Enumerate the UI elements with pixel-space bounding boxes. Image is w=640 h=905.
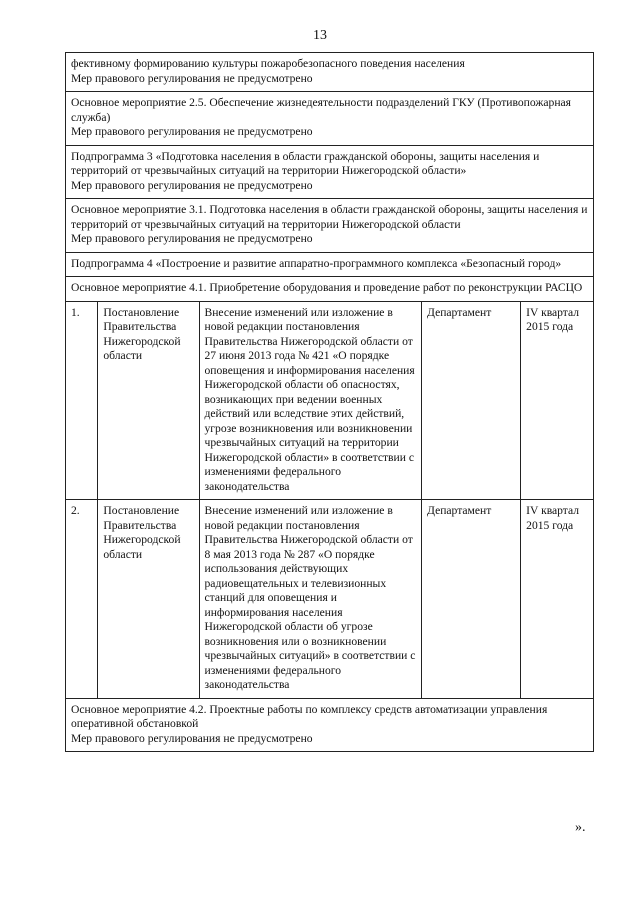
legal-measures-table xyxy=(65,52,594,752)
span-cell xyxy=(66,277,594,302)
table-row xyxy=(66,500,594,699)
span-cell xyxy=(66,92,594,146)
item-description: Внесение изменений или изложение в новой редакции постановления Правительства Нижегородской области от 27 июня 2013 года № 421 «О порядке оповещения и информирования населения Нижегородской области об опасностях, возникающих при ведении военных действий или вследствие этих действий, угрозе возникновения или возникновении чрезвычайных ситуаций на территории Нижегородской области» в соответствии с изменениями федерального законодательства xyxy=(199,301,422,500)
item-department: Департамент xyxy=(422,301,521,500)
row-text: Мер правового регулирования не предусмотрено xyxy=(71,178,313,192)
table-row xyxy=(66,145,594,199)
item-term: IV квартал 2015 года xyxy=(521,500,594,699)
row-text: Мер правового регулирования не предусмотрено xyxy=(71,71,313,85)
span-cell xyxy=(66,145,594,199)
item-number: 2. xyxy=(66,500,98,699)
row-text: Основное мероприятие 2.5. Обеспечение жизнедеятельности подразделений ГКУ (Противопожарная служба) xyxy=(71,96,572,124)
table-row xyxy=(66,252,594,277)
row-text: Основное мероприятие 3.1. Подготовка населения в области гражданской обороны, защиты населения и территорий от чрезвычайных ситуаций на территории Нижегородской области xyxy=(71,203,588,231)
row-text: Мер правового регулирования не предусмотрено xyxy=(71,125,313,138)
row-text: Основное мероприятие 4.1. Приобретение оборудования и проведение работ по реконструкции РАСЦО xyxy=(71,281,583,294)
item-document-type: Постановление Правительства Нижегородской области xyxy=(98,500,199,699)
item-description: Внесение изменений или изложение в новой редакции постановления Правительства Нижегородской области от 8 мая 2013 года № 287 «О порядке использования действующих радиовещательных и телевизионных станций для оповещения и информирования населения Нижегородской области об угрозе возникновения или о возникновении чрезвычайных ситуаций» в соответствии с изменениями федерального законодательства xyxy=(199,500,422,699)
item-document-type: Постановление Правительства Нижегородской области xyxy=(98,301,199,500)
table-row xyxy=(66,53,594,92)
row-text: Подпрограмма 4 «Построение и развитие аппаратно-программного комплекса «Безопасный город» xyxy=(71,256,562,270)
table-row xyxy=(66,277,594,302)
table-row xyxy=(66,698,594,752)
table-row xyxy=(66,301,594,500)
table-row xyxy=(66,92,594,146)
item-number: 1. xyxy=(66,301,98,500)
row-text: Подпрограмма 3 «Подготовка населения в области гражданской обороны, защиты населения и территорий от чрезвычайных ситуаций на территории Нижегородской области» xyxy=(71,149,540,177)
closing-quote-mark: ». xyxy=(575,820,586,835)
span-cell xyxy=(66,199,594,253)
page-number: 13 xyxy=(313,28,327,43)
row-text: Основное мероприятие 4.2. Проектные работы по комплексу средств автоматизации управления оперативной обстановкой xyxy=(71,702,548,730)
span-cell xyxy=(66,698,594,752)
table-row xyxy=(66,199,594,253)
item-department: Департамент xyxy=(422,500,521,699)
row-text: Мер правового регулирования не предусмотрено xyxy=(71,731,313,745)
row-text: Мер правового регулирования не предусмотрено xyxy=(71,232,313,245)
row-text: фективному формированию культуры пожаробезопасного поведения населения xyxy=(71,57,465,70)
span-cell xyxy=(66,53,594,92)
item-term: IV квартал 2015 года xyxy=(521,301,594,500)
span-cell xyxy=(66,252,594,277)
